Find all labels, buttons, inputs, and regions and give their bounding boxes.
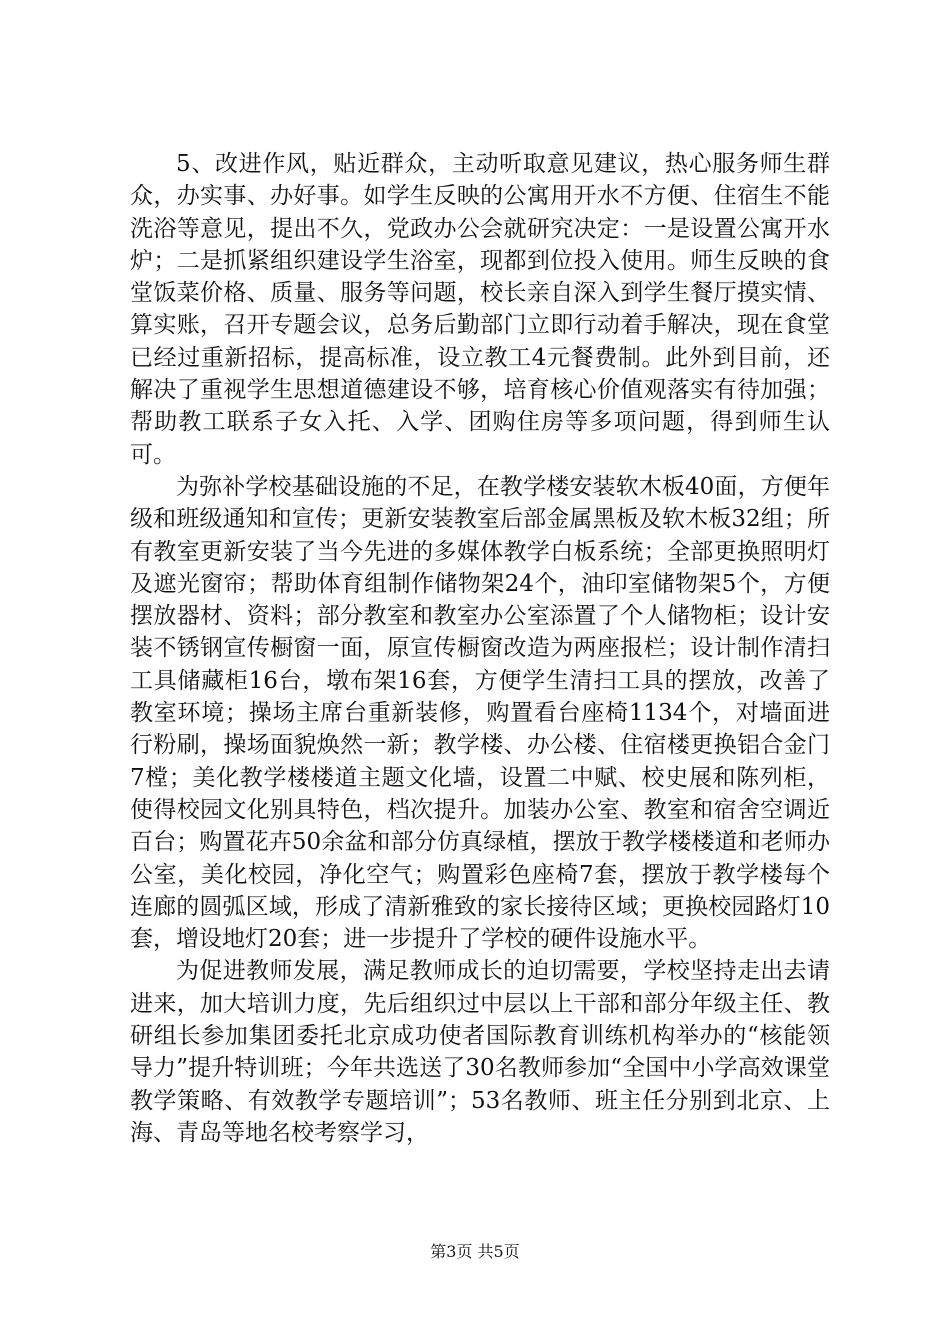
paragraph-3: 为促进教师发展，满足教师成长的迫切需要，学校坚持走出去请进来，加大培训力度，先后组织过中层以上干部和部分年级主任、教研组长参加集团委托北京成功使者国际教育训练机构举办的“核能领导力”提升特训班；今年共选送了30名教师参加“全国中小学高效课堂教学策略、有效教学专题培训”；53名教师、班主任分别到北京、上海、青岛等地名校考察学习，	[130, 958, 830, 1146]
document-body	[130, 148, 830, 1149]
paragraph-1: 5、改进作风，贴近群众，主动听取意见建议，热心服务师生群众，办实事、办好事。如学生反映的公寓用开水不方便、住宿生不能洗浴等意见，提出不久，党政办公会就研究决定：一是设置公寓开水炉；二是抓紧组织建设学生浴室，现都到位投入使用。师生反映的食堂饭菜价格、质量、服务等问题，校长亲自深入到学生餐厅摸实情、算实账，召开专题会议，总务后勤部门立即行动着手解决，现在食堂已经过重新招标，提高标准，设立教工4元餐费制。此外到目前，还解决了重视学生思想道德建设不够，培育核心价值观落实有待加强；帮助教工联系子女入托、入学、团购住房等多项问题，得到师生认可。	[130, 151, 830, 468]
page-footer: 第3页 共5页	[430, 1242, 520, 1261]
paragraph-2: 为弥补学校基础设施的不足，在教学楼安装软木板40面，方便年级和班级通知和宣传；更新安装教室后部金属黑板及软木板32组；所有教室更新安装了当今先进的多媒体教学白板系统；全部更换照明灯及遮光窗帘；帮助体育组制作储物架24个，油印室储物架5个，方便摆放器材、资料；部分教室和教室办公室添置了个人储物柜；设计安装不锈钢宣传橱窗一面，原宣传橱窗改造为两座报栏；设计制作清扫工具储藏柜16台，墩布架16套，方便学生清扫工具的摆放，改善了教室环境；操场主席台重新装修，购置看台座椅1134个，对墙面进行粉刷，操场面貌焕然一新；教学楼、办公楼、住宿楼更换铝合金门7樘；美化教学楼楼道主题文化墙，设置二中赋、校史展和陈列柜，使得校园文化别具特色，档次提升。加装办公室、教室和宿舍空调近百台；购置花卉50余盆和部分仿真绿植，摆放于教学楼楼道和老师办公室，美化校园，净化空气；购置彩色座椅7套，摆放于教学楼每个连廊的圆弧区域，形成了清新雅致的家长接待区域；更换校园路灯10套，增设地灯20套；进一步提升了学校的硬件设施水平。	[130, 473, 830, 953]
